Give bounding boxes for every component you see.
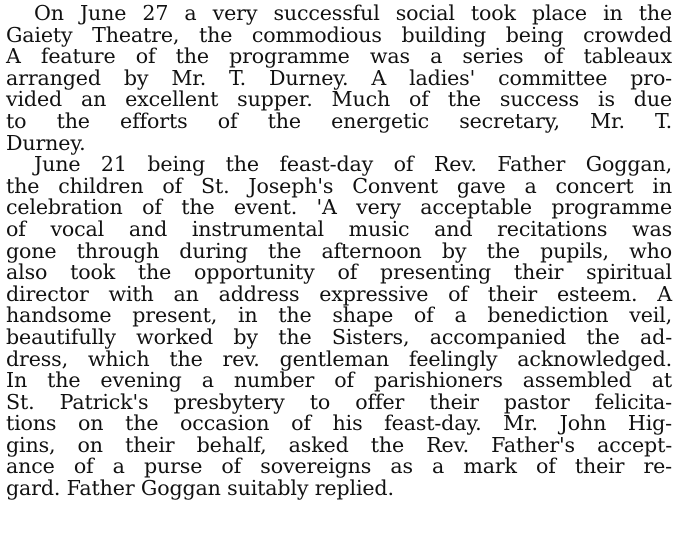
- text-line: ance of a purse of sovereigns as a mark of their re-: [6, 454, 672, 479]
- paragraph-feast-day: [6, 154, 672, 500]
- text-line: the children of St. Joseph's Convent gave a concert in: [6, 173, 672, 198]
- text-line: arranged by Mr. T. Durney. A ladies' committee pro-: [6, 65, 672, 90]
- text-line: director with an address expressive of their esteem. A: [6, 281, 672, 306]
- text-line: handsome present, in the shape of a benediction veil,: [6, 303, 672, 328]
- text-line: gins, on their behalf, asked the Rev. Father's accept-: [6, 432, 672, 457]
- text-line: On June 27 a very successful social took place in the: [34, 1, 672, 25]
- text-line: gard. Father Goggan suitably replied.: [6, 476, 394, 501]
- paragraph-social: [6, 3, 672, 154]
- text-line: June 21 being the feast-day of Rev. Father Goggan,: [34, 152, 672, 177]
- text-line: to the efforts of the energetic secretary, Mr. T.: [6, 108, 672, 133]
- text-line: St. Patrick's presbytery to offer their pastor felicita-: [6, 389, 672, 414]
- text-line: Durney.: [6, 130, 86, 155]
- text-line: vided an excellent supper. Much of the success is due: [6, 87, 672, 112]
- text-line: dress, which the rev. gentleman feelingly acknowledged.: [6, 346, 672, 371]
- text-line: of vocal and instrumental music and recitations was: [6, 216, 672, 241]
- text-line: In the evening a number of parishioners assembled at: [6, 368, 672, 393]
- text-line: also took the opportunity of presenting their spiritual: [6, 260, 672, 285]
- text-line: A feature of the programme was a series of tableaux: [6, 44, 672, 69]
- text-line: celebration of the event. 'A very acceptable programme: [6, 195, 672, 220]
- text-line: beautifully worked by the Sisters, accompanied the ad-: [6, 324, 672, 349]
- text-line: gone through during the afternoon by the pupils, who: [6, 238, 672, 263]
- text-line: Gaiety Theatre, the commodious building being crowded: [6, 22, 672, 47]
- text-line: tions on the occasion of his feast-day. Mr. John Hig-: [6, 411, 672, 436]
